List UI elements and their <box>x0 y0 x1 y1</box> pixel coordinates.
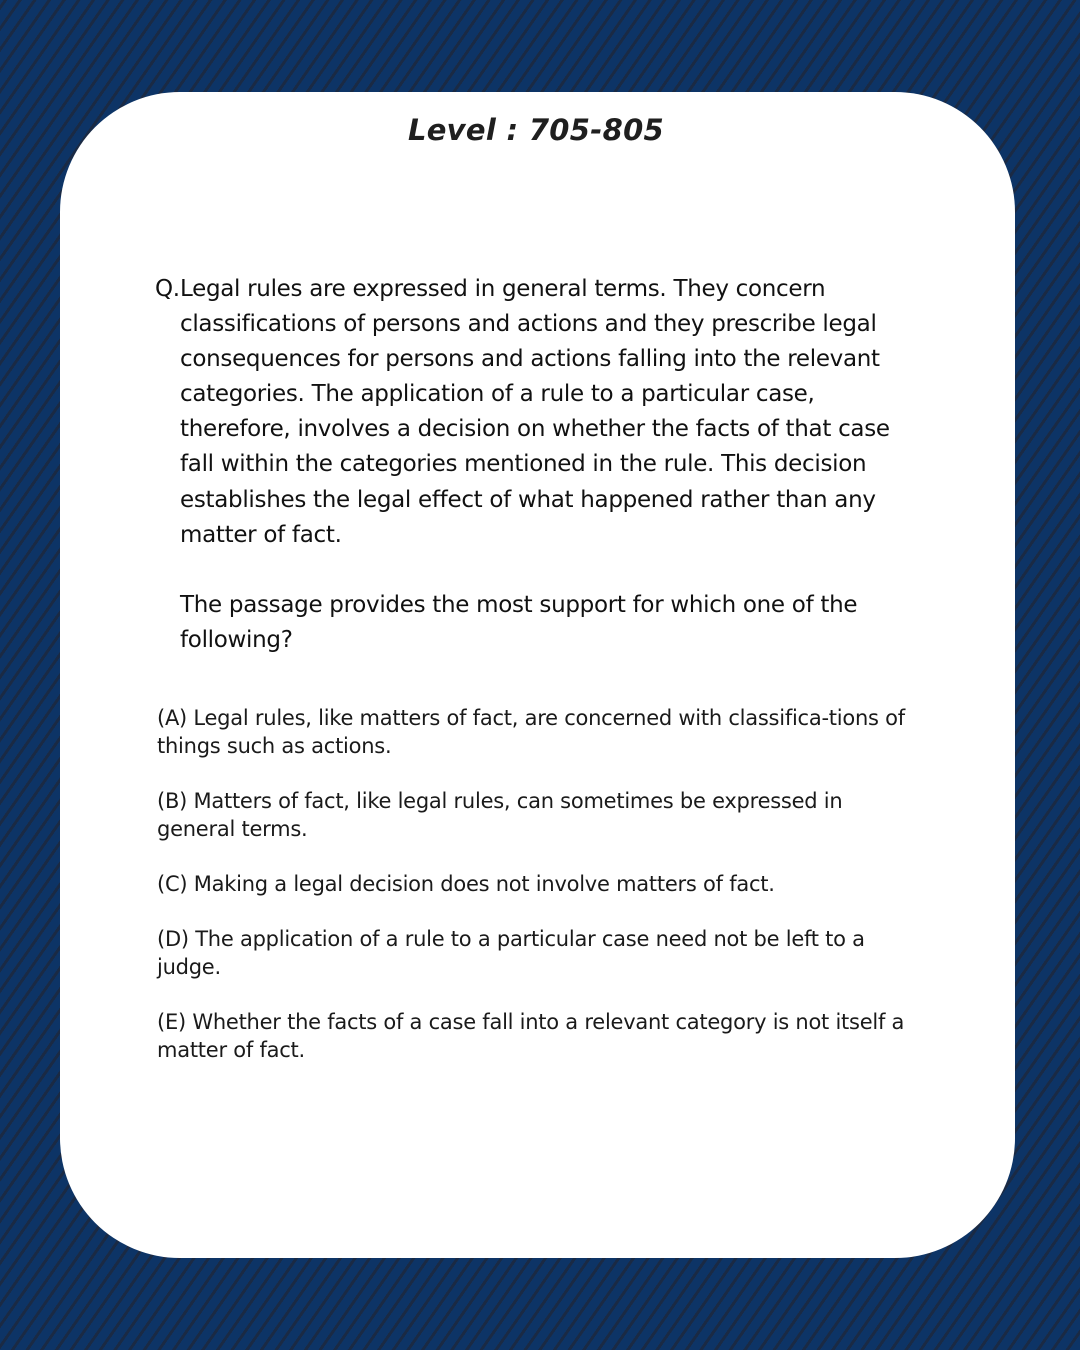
answer-options <box>157 704 917 1091</box>
level-value: 705-805 <box>528 113 665 147</box>
level-separator: : <box>506 113 519 147</box>
question-prompt: The passage provides the most support for which one of the following? <box>180 591 858 653</box>
option-d[interactable]: (D) The application of a rule to a particular case need not be left to a judge. <box>157 927 865 979</box>
level-heading <box>0 113 1072 147</box>
question-prefix: Q. <box>155 276 180 302</box>
question-passage: Legal rules are expressed in general terms. They concern classifications of persons and actions and they prescribe legal consequences for persons and actions falling into the relevant categories. The application of a rule to a particular case, therefore, involves a decision on whether the facts of that case fall within the categories mentioned in the rule. This decision establishes the legal effect of what happened rather than any matter of fact. <box>180 276 890 548</box>
question-block <box>155 272 915 681</box>
option-b[interactable]: (B) Matters of fact, like legal rules, can sometimes be expressed in general terms. <box>157 789 843 841</box>
option-e[interactable]: (E) Whether the facts of a case fall into a relevant category is not itself a matter of fact. <box>157 1010 905 1062</box>
option-a[interactable]: (A) Legal rules, like matters of fact, are concerned with classifica-tions of things such as actions. <box>157 706 905 758</box>
option-c[interactable]: (C) Making a legal decision does not involve matters of fact. <box>157 872 775 896</box>
level-label: Level <box>407 113 497 147</box>
